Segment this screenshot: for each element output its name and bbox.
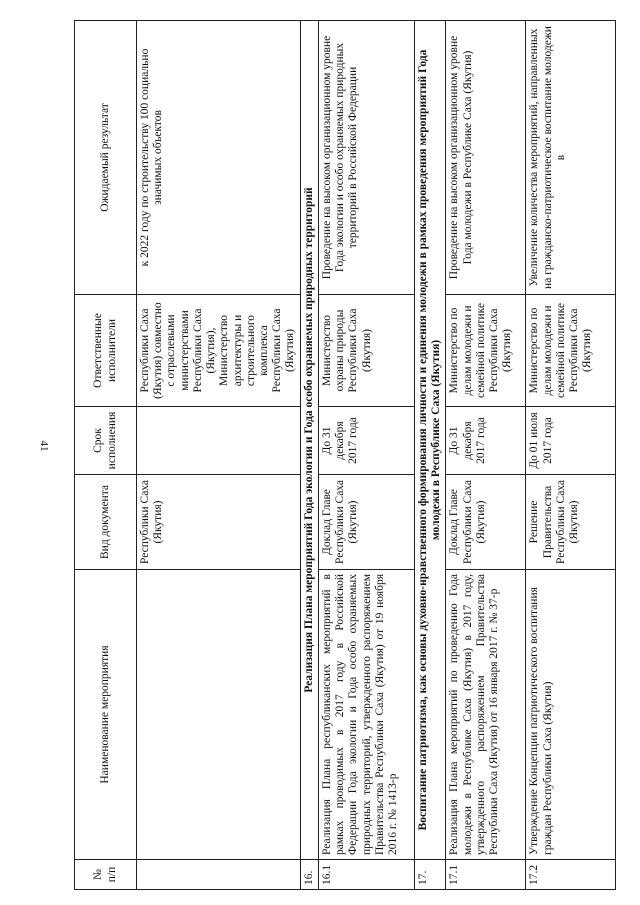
table-row [526,21,616,890]
header-result: Ожидаемый результат [75,21,137,295]
section-num: 16. [300,860,318,890]
header-term: Срок исполнения [75,407,137,475]
plan-table [74,20,616,890]
header-name: Наименование мероприятия [75,570,137,860]
section-row [414,21,445,890]
cell-result: Увеличение количества мероприятий, направленных на гражданско-патриотическое воспитание молодежи в [526,21,616,295]
section-row [300,21,318,890]
table-row [137,21,301,890]
cell-result: к 2022 году по строительству 100 социально значимых объектов [137,21,301,295]
header-num: № п/п [75,860,137,890]
cell-term: До 01 июля 2017 года [526,407,616,475]
cell-doc: Доклад Главе Республики Саха (Якутия) [318,475,414,570]
cell-doc: Доклад Главе Республики Саха (Якутия) [446,475,526,570]
header-resp: Ответственные исполнители [75,295,137,407]
table-row [318,21,414,890]
rotated-table-area [74,20,614,890]
section-num: 17. [414,860,445,890]
cell-resp: Министерство по делам молодежи и семейной политике Республики Саха (Якутия) [446,295,526,407]
cell-num: 16.1 [318,860,414,890]
landscape-content [74,20,614,890]
cell-num [137,860,301,890]
cell-term: До 31 декабря 2017 года [446,407,526,475]
page-number: 41 [38,440,50,452]
section-title: Воспитание патриотизма, как основы духовно-нравственного формирования личности и единения молодежи в рамках проведения мероприятий Года молодежи в Республике Саха (Якутия) [414,21,445,860]
cell-num: 17.1 [446,860,526,890]
cell-term [137,407,301,475]
cell-resp: Министерство охраны природы Республики Саха (Якутия) [318,295,414,407]
cell-result: Проведение на высоком организационном уровне Года молодежи в Республике Саха (Якутия) [446,21,526,295]
cell-resp: Министерство по делам молодежи и семейной политике Республики Саха (Якутия) [526,295,616,407]
table-row [446,21,526,890]
cell-term: До 31 декабря 2017 года [318,407,414,475]
cell-doc: Республики Саха (Якутия) [137,475,301,570]
cell-resp: Республики Саха (Якутия) совместно с отраслевыми министерствами Республики Саха (Якутия), Министерство архитектуры и строительного комплекса Республики Саха (Якутия) [137,295,301,407]
cell-doc: Решение Правительства Республики Саха (Якутия) [526,475,616,570]
header-doc: Вид документа [75,475,137,570]
cell-name [137,570,301,860]
cell-name: Реализация Плана мероприятий по проведению Года молодежи в Республике Саха (Якутия) в 2017 году, утвержденного распоряжением Правительства Республики Саха (Якутия) от 16 января 2017 г. № 37-р [446,570,526,860]
section-title: Реализация Плана мероприятий Года экологии и Года особо охраняемых природных территорий [300,21,318,860]
cell-name: Утверждение Концепции патриотического воспитания граждан Республики Саха (Якутия) [526,570,616,860]
cell-num: 17.2 [526,860,616,890]
header-row [75,21,137,890]
cell-name: Реализация Плана республиканских мероприятий в рамках проводимых в 2017 году в Российской Федерации Года экологии и Года особо охраняемых природных территорий, утвержденного распоряжением Правительства Республики Саха (Якутия) от 19 ноября 2016 г. № 1413-р [318,570,414,860]
cell-result: Проведение на высоком организационном уровне Года экологии и особо охраняемых природных территорий в Российской Федерации [318,21,414,295]
